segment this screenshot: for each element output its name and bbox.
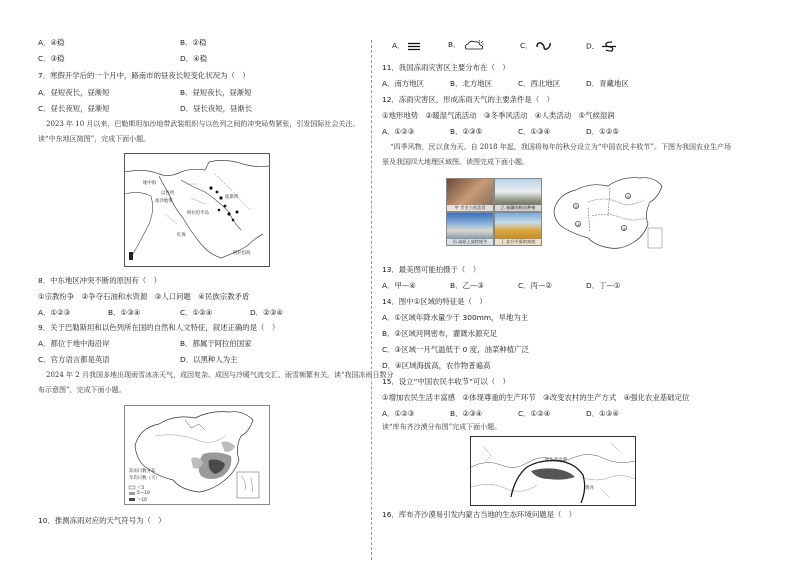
fog-symbol-icon bbox=[407, 42, 421, 51]
q14-option-a[interactable]: A．①区域年降水量少于 300mm，旱地为主 bbox=[382, 313, 529, 322]
q11-option-c[interactable]: C．西北地区 bbox=[518, 79, 561, 88]
q13-option-d[interactable]: D．丁—① bbox=[586, 281, 621, 290]
map1-label-gulf: 波斯湾 bbox=[225, 195, 239, 200]
q6-option-d[interactable]: D．④稳 bbox=[180, 54, 208, 63]
q12-option-c[interactable]: C．①③④ bbox=[518, 127, 551, 136]
q6-option-b[interactable]: B．②稳 bbox=[180, 38, 207, 47]
map1-label-israel: 以色列 bbox=[161, 191, 175, 196]
map2-legend-low: ＜5 bbox=[137, 486, 145, 491]
intro-passage-1: 2023 年 10 月以来，巴勒斯坦加沙地带武装组织与以色列之间的冲突局势紧张，引发国际社会关注。 bbox=[46, 120, 360, 128]
intro-passage-4: 读“库布齐沙漠分布图”完成下面小题。 bbox=[382, 423, 502, 431]
question-11: 11．我国冻雨灾害区主要分布在（ ） bbox=[382, 63, 510, 72]
intro-passage-3-cont: 景及我国四大地理区域图。读图完成下面小题。 bbox=[382, 158, 529, 166]
left-column bbox=[0, 0, 394, 562]
q15-option-c[interactable]: C．①②④ bbox=[518, 409, 551, 418]
q15-option-d[interactable]: D．①③④ bbox=[586, 409, 619, 418]
map4-label-yellow-river: 黄河 bbox=[585, 486, 594, 491]
q13-option-c[interactable]: C．丙—② bbox=[518, 281, 552, 290]
question-16: 16．库布齐沙漠易引发内蒙古当地的生态环境问题是（ ） bbox=[382, 510, 577, 519]
q8-option-d[interactable]: D．②③④ bbox=[250, 308, 283, 317]
q12-statements: ①地形地势 ②暖湿气流活动 ③冬季风活动 ④人类活动 ⑤气候湿润 bbox=[382, 111, 615, 120]
question-15: 15．设立“中国农民丰收节”可以（ ） bbox=[382, 377, 510, 386]
map2-legend-high: ＞10 bbox=[137, 498, 147, 503]
q12-option-b[interactable]: B．②③⑤ bbox=[450, 127, 483, 136]
q6-option-a[interactable]: A．④稳 bbox=[38, 38, 65, 47]
intro-passage-3: “四季风物，民以食为天。自 2018 年起，我国将每年的秋分设立为“中国农民丰收节”。下图为我国农业生产场 bbox=[390, 143, 731, 151]
sandstorm-symbol-icon bbox=[601, 41, 617, 52]
intro-passage-1-cont: 读“中东地区简图”，完成下面小题。 bbox=[38, 135, 151, 143]
q15-option-b[interactable]: B．②③④ bbox=[450, 409, 483, 418]
middle-east-map bbox=[124, 153, 270, 267]
q8-option-c[interactable]: C．①②④ bbox=[180, 308, 213, 317]
q12-option-d[interactable]: D．①②⑤ bbox=[586, 127, 619, 136]
freezing-rain-map bbox=[124, 405, 270, 505]
map1-label-arabia: 阿拉伯半岛 bbox=[187, 211, 209, 216]
photo-bing: 丙 高原上放牧牦牛 bbox=[446, 212, 494, 246]
photo-yi: 乙 新疆的棉花种植 bbox=[494, 178, 542, 212]
q8-statements: ①宗教纷争 ②争夺石油和水资源 ③人口问题 ④民族宗教矛盾 bbox=[38, 292, 250, 301]
q10-option-d[interactable]: D． bbox=[586, 41, 617, 52]
right-column bbox=[376, 0, 794, 562]
question-13: 13．最美图可能拍摄于（ ） bbox=[382, 265, 481, 274]
q6-option-c[interactable]: C．③稳 bbox=[38, 54, 65, 63]
q12-option-a[interactable]: A．①②③ bbox=[382, 127, 415, 136]
intro-passage-2: 2024 年 2 月我国多地出现雨雪冰冻天气，成因复杂。成因与冷暖气流交汇、雨雪频繁有关。读“我国冻雨日数分 bbox=[46, 371, 394, 379]
q11-option-d[interactable]: D．青藏地区 bbox=[586, 79, 629, 88]
q7-option-b[interactable]: B．昼短夜长，昼渐短 bbox=[180, 88, 252, 97]
map1-label-gaza: 加沙地带 bbox=[155, 199, 173, 204]
q10-option-b[interactable]: B． bbox=[448, 39, 485, 51]
question-10: 10．推测冻雨对应的天气符号为（ ） bbox=[38, 516, 166, 525]
q9-option-b[interactable]: B．都属于阿拉伯国家 bbox=[180, 339, 252, 348]
photo-jia: 甲 舌尖上的美食 bbox=[446, 178, 494, 212]
q15-statements: ①增加农民生活丰富感 ②体现尊重的生产环节 ③改变农村的生产方式 ④强化农业基础定位 bbox=[382, 393, 690, 402]
q8-option-b[interactable]: B．①③④ bbox=[108, 308, 141, 317]
q13-option-b[interactable]: B．乙—③ bbox=[450, 281, 484, 290]
cloudy-sun-symbol-icon bbox=[463, 39, 485, 51]
question-7: 7．寒假开学后的一个月中，路南市的昼夜长短变化状况为（ ） bbox=[38, 71, 250, 80]
map1-label-arabian-sea: 阿拉伯海 bbox=[233, 251, 251, 256]
q14-option-b[interactable]: B．②区域河网密布，灌溉水源充足 bbox=[382, 329, 498, 338]
svg-text:②: ② bbox=[574, 204, 578, 209]
q10-option-a[interactable]: A． bbox=[392, 41, 421, 51]
china-regions-map bbox=[548, 172, 666, 252]
column-divider bbox=[371, 40, 372, 560]
map2-legend-unit: 年均日数（天） bbox=[129, 476, 160, 481]
svg-text:①: ① bbox=[626, 194, 630, 199]
q14-option-d[interactable]: D．④区域海拔高，农作物普遍高 bbox=[382, 361, 491, 370]
map1-label-mediterranean: 地中海 bbox=[143, 181, 157, 186]
q11-option-a[interactable]: A．南方地区 bbox=[382, 79, 425, 88]
q15-option-a[interactable]: A．①②③ bbox=[382, 409, 415, 418]
q7-option-a[interactable]: A．昼短夜长，昼渐短 bbox=[38, 88, 110, 97]
question-12: 12．冻雨灾害区，形成冻雨天气的主要条件是（ ） bbox=[382, 95, 555, 104]
intro-passage-2-cont: 布示意图”，完成下面小题。 bbox=[38, 386, 126, 394]
question-8: 8．中东地区冲突不断的原因有（ ） bbox=[38, 276, 161, 285]
freezing-rain-symbol-icon bbox=[535, 41, 553, 51]
map2-legend-mid: 5—10 bbox=[137, 491, 150, 496]
q10-option-c[interactable]: C． bbox=[520, 41, 553, 51]
q9-option-a[interactable]: A．都位于地中海沿岸 bbox=[38, 339, 110, 348]
question-9: 9．关于巴勒斯坦和以色列所在国的自然和人文特征，叙述正确的是（ ） bbox=[38, 323, 280, 332]
question-14: 14．图中①区域的特征是（ ） bbox=[382, 297, 487, 306]
map2-legend-title: 冻雨日数分布 bbox=[129, 469, 156, 474]
svg-text:④: ④ bbox=[622, 226, 626, 231]
svg-text:③: ③ bbox=[576, 222, 580, 227]
q14-option-c[interactable]: C．③区域一月气温低于 0 度，油菜种植广泛 bbox=[382, 345, 529, 354]
q13-option-a[interactable]: A．甲—④ bbox=[382, 281, 416, 290]
q7-option-d[interactable]: D．昼长夜短，昼渐长 bbox=[180, 104, 253, 113]
map1-label-red-sea: 红海 bbox=[177, 233, 186, 238]
photo-ding: 丁 北方平原的麦收 bbox=[494, 212, 542, 246]
q7-option-c[interactable]: C．昼长夜短，昼渐短 bbox=[38, 104, 110, 113]
q11-option-b[interactable]: B．北方地区 bbox=[450, 79, 493, 88]
q9-option-c[interactable]: C．官方语言都是英语 bbox=[38, 355, 110, 364]
q9-option-d[interactable]: D．以黑种人为主 bbox=[180, 355, 238, 364]
map4-label-desert: 库布齐沙漠 bbox=[545, 458, 567, 463]
kubuqi-desert-map bbox=[470, 436, 636, 506]
q8-option-a[interactable]: A．①②③ bbox=[38, 308, 71, 317]
